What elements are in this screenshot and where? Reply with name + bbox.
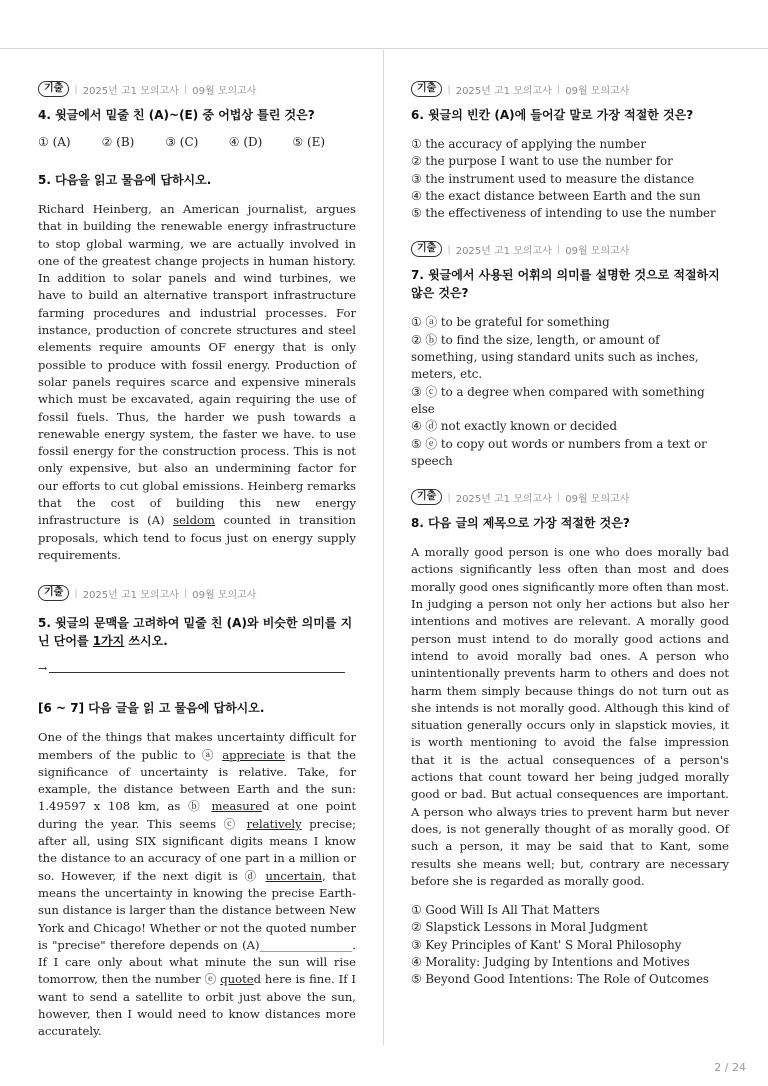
q7-options — [411, 314, 729, 470]
source-badge: 기출 — [411, 241, 442, 257]
q8-option[interactable]: ④ Morality: Judging by Intentions and Motives — [411, 954, 690, 969]
q4-option[interactable]: ② (B) — [101, 135, 135, 149]
q8-option[interactable]: ① Good Will Is All That Matters — [411, 903, 600, 918]
source-year: 2025년 고1 모의고사 — [455, 85, 552, 97]
q6-option[interactable]: ⑤ the effectiveness of intending to use the number — [411, 206, 716, 221]
source-badge: 기출 — [411, 81, 442, 97]
q7-title: 7. 윗글에서 사용된 어휘의 의미를 설명한 것으로 적절하지 않은 것은? — [411, 268, 720, 301]
source-tag-row: 기출 | 2025년 고1 모의고사 | 09월 모의고사 — [411, 80, 729, 98]
q6-option[interactable]: ① the accuracy of applying the number — [411, 137, 647, 151]
q67-intro: [6 ~ 7] 다음 글을 읽 고 물음에 답하시오. — [38, 701, 265, 716]
source-year: 2025년 고1 모의고사 — [455, 245, 552, 257]
passage-heinberg: Richard Heinberg, an American journalist, argues that in building the renewable energy infrastructure to stop global warming, we are actually involved in one of the greatest change projects in human history. In addition to solar panels and wind turbines, we have to build an alternative transport infrastructure farming procedures and industrial processes. For instance, production of concrete structures and steel elements require amounts OF energy that is only possible to produce with fossil energy. Production of solar panels requires scarce and expensive minerals which must be excavated, again requiring the use of fossil fuels. Thus, the harder we push towards a renewable energy system, the faster we have. to use fossil energy for the construction process. This is not only expensive, but also an undermining factor for our efforts to cut global emissions. Heinberg remarks that the cost of building this new energy infrastructure is (A) seldom counted in transition proposals, which tend to focus just on energy supply requirements. — [38, 202, 356, 562]
q7-option[interactable]: ④ ⓓ not exactly known or decided — [411, 419, 618, 434]
right-column — [411, 80, 729, 989]
source-badge: 기출 — [38, 81, 69, 97]
q6-title: 6. 윗글의 빈칸 (A)에 들어갈 말로 가장 적절한 것은? — [411, 108, 694, 122]
q7-option[interactable]: ① ⓐ to be grateful for something — [411, 315, 610, 330]
q6-options — [411, 136, 729, 222]
q6-option[interactable]: ④ the exact distance between Earth and the sun — [411, 188, 701, 203]
underlined-word: seldom — [173, 513, 215, 528]
q8-option[interactable]: ⑤ Beyond Good Intentions: The Role of Outcomes — [411, 972, 709, 987]
q8-title: 8. 다음 글의 제목으로 가장 적절한 것은? — [411, 516, 630, 531]
left-column — [38, 80, 356, 1041]
source-month: 09월 모의고사 — [192, 589, 257, 601]
q6-option[interactable]: ③ the instrument used to measure the distance — [411, 171, 695, 186]
source-month: 09월 모의고사 — [565, 85, 630, 97]
page-number: 2 / 24 — [714, 1061, 746, 1074]
source-tag-row: 기출 | 2025년 고1 모의고사 | 09월 모의고사 — [38, 584, 356, 602]
source-badge: 기출 — [38, 585, 69, 601]
q4-option[interactable]: ⑤ (E) — [292, 135, 326, 149]
q4-option[interactable]: ④ (D) — [228, 135, 263, 149]
passage-uncertainty: One of the things that makes uncertainty difficult for members of the public to ⓐ appreciate is that the significance of uncertainty is relative. Take, for example, the distance between Earth and the sun: 1.49597 x 108 km, as ⓑ measured at one point during the year. This seems ⓒ relatively precise; after all, using SIX significant digits means I know the distance to an accuracy of one part in a million or so. However, if the next digit is ⓓ uncertain, that means the uncertainty in knowing the precise Earth-sun distance is larger than the distance between New York and Chicago! Whether or not the quoted number is "precise" therefore depends on (A)________________. If I care only about what minute the sun will rise tomorrow, then the number ⓔ quoted here is fine. If I want to send a satellite to orbit just above the sun, however, then I would need to know distances more accurately. — [38, 730, 357, 1039]
q7-option[interactable]: ⑤ ⓔ to copy out words or numbers from a text or speech — [411, 436, 707, 468]
q7-option[interactable]: ③ ⓒ to a degree when compared with something else — [411, 384, 705, 416]
arrow-icon: → — [38, 662, 48, 676]
source-tag-row: 기출 | 2025년 고1 모의고사 | 09월 모의고사 — [411, 240, 729, 258]
header-rule — [0, 48, 768, 49]
q7-option[interactable]: ② ⓑ to find the size, length, or amount of something, using standard units such as inches, meters, etc. — [411, 332, 699, 382]
source-tag-row: 기출 | 2025년 고1 모의고사 | 09월 모의고사 — [38, 80, 356, 98]
q8-options — [411, 902, 729, 988]
q5b-title: 5. 윗글의 문맥을 고려하여 밑줄 친 (A)와 비슷한 의미를 지닌 단어를 1가지 쓰시오. — [38, 616, 353, 649]
q8-option[interactable]: ② Slapstick Lessons in Moral Judgment — [411, 920, 648, 935]
q8-option[interactable]: ③ Key Principles of Kant' S Moral Philosophy — [411, 937, 682, 952]
source-badge: 기출 — [411, 489, 442, 505]
q4-options — [38, 135, 356, 149]
q4-title: 4. 윗글에서 밑줄 친 (A)~(E) 중 어법상 틀린 것은? — [38, 108, 315, 122]
q6-option[interactable]: ② the purpose I want to use the number for — [411, 154, 673, 169]
source-year: 2025년 고1 모의고사 — [82, 589, 179, 601]
q4-option[interactable]: ③ (C) — [165, 135, 199, 149]
source-month: 09월 모의고사 — [565, 493, 630, 505]
source-year: 2025년 고1 모의고사 — [82, 85, 179, 97]
source-month: 09월 모의고사 — [565, 245, 630, 257]
q4-option[interactable]: ① (A) — [38, 135, 71, 149]
source-month: 09월 모의고사 — [192, 85, 257, 97]
source-tag-row: 기출 | 2025년 고1 모의고사 | 09월 모의고사 — [411, 488, 729, 506]
column-divider — [383, 50, 384, 1045]
passage-morality: A morally good person is one who does morally bad actions significantly less often than most and does morally good ones significantly more often than most. In judging a person not only her actions but also her intentions and motives are relevant. A morally good person must intend to do morally good actions and intend to avoid morally bad ones. A person who unintentionally prevents harm to others and does not harm them simply because things do not turn out as she intends is not morally good. Although this kind of situation generally occurs only in slapstick movies, it is worth mentioning to avoid the false impression that it is the actual consequences of a person's actions that count toward her being judged morally good or bad. But actual consequences are important. A person who always tries to prevent harm but never does, is not generally thought of as morally good. Of such a person, it may be said that to Kant, some results she means well; but, contrary are necessary before she is regarded as morally good. — [411, 545, 729, 888]
source-year: 2025년 고1 모의고사 — [455, 493, 552, 505]
answer-field[interactable] — [38, 662, 356, 675]
q5-intro: 5. 다음을 읽고 물음에 답하시오. — [38, 173, 212, 187]
